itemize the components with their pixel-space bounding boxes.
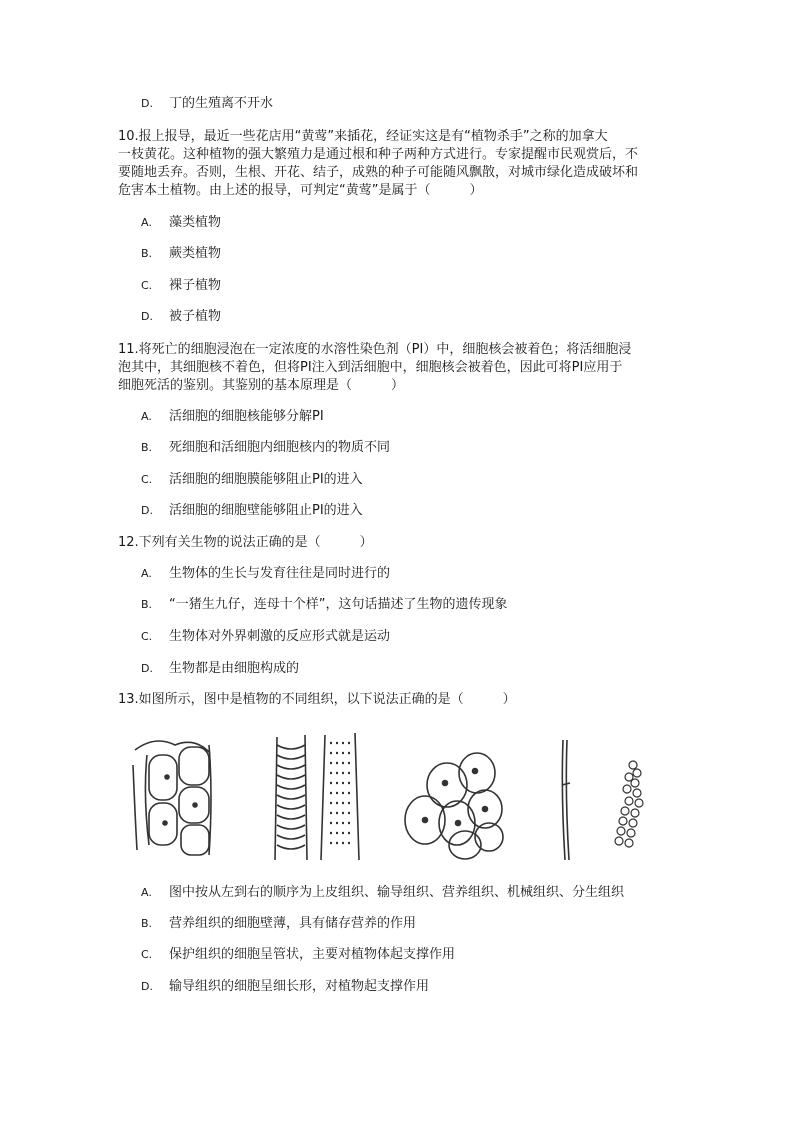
q10-option-c: C. 裸子植物 bbox=[141, 278, 222, 293]
q10-stem-line-1: 10.报上报导，最近一些花店用“黄莺”来插花，经证实这是有“植物杀手”之称的加拿大 bbox=[118, 129, 608, 144]
tissue-1-epidermal-cells bbox=[133, 741, 211, 855]
prev-option-d: D. 丁的生殖离不开水 bbox=[141, 96, 274, 111]
q10-stem-line-2: 一枝黄花。这种植物的强大繁殖力是通过根和种子两种方式进行。专家提醒市民观赏后，不 bbox=[118, 147, 639, 162]
q13-option-d: D. 输导组织的细胞呈细长形，对植物起支撑作用 bbox=[141, 979, 430, 994]
tissue-3-nutritive-cells bbox=[405, 753, 503, 859]
q11-stem-line-3: 细胞死活的鉴别。其鉴别的基本原理是（ ） bbox=[118, 378, 405, 393]
q10-stem-line-3: 要随地丢弃。否则，生根、开花、结子，成熟的种子可能随风飘散，对城市绿化造成破坏和 bbox=[118, 165, 639, 180]
q12-option-c: C. 生物体对外界刺激的反应形式就是运动 bbox=[141, 629, 391, 644]
tissue-2-conducting-vessels bbox=[275, 733, 359, 860]
q10-stem-line-4: 危害本土植物。由上述的报导，可判定“黄莺”是属于（ ） bbox=[118, 183, 483, 198]
q11-option-a: A. 活细胞的细胞核能够分解PI bbox=[141, 409, 324, 424]
tissue-4-mechanical-fiber bbox=[562, 740, 570, 860]
q10-option-a: A. 藻类植物 bbox=[141, 215, 222, 230]
tissue-5-meristem-cells bbox=[615, 761, 643, 847]
q10-option-b: B. 蕨类植物 bbox=[141, 246, 222, 261]
q11-option-b: B. 死细胞和活细胞内细胞核内的物质不同 bbox=[141, 440, 391, 455]
q13-option-a: A. 图中按从左到右的顺序为上皮组织、输导组织、营养组织、机械组织、分生组织 bbox=[141, 885, 625, 900]
q10-option-d: D. 被子植物 bbox=[141, 309, 222, 324]
q11-option-d: D. 活细胞的细胞壁能够阻止PI的进入 bbox=[141, 503, 363, 518]
q13-option-c: C. 保护组织的细胞呈管状，主要对植物体起支撑作用 bbox=[141, 947, 456, 962]
q12-option-d: D. 生物都是由细胞构成的 bbox=[141, 661, 300, 676]
q13-stem-line-1: 13.如图所示，图中是植物的不同组织，以下说法正确的是（ ） bbox=[118, 692, 516, 707]
q12-option-a: A. 生物体的生长与发育往往是同时进行的 bbox=[141, 566, 391, 581]
q13-option-b: B. 营养组织的细胞壁薄，具有储存营养的作用 bbox=[141, 916, 417, 931]
q12-option-b: B. “一猪生九仔，连母十个样”，这句话描述了生物的遗传现象 bbox=[141, 597, 508, 612]
q12-stem-line-1: 12.下列有关生物的说法正确的是（ ） bbox=[118, 535, 373, 550]
q11-stem-line-2: 泡其中，其细胞核不着色，但将PI注入到活细胞中，细胞核会被着色，因此可将PI应用于 bbox=[118, 360, 623, 375]
q11-stem-line-1: 11.将死亡的细胞浸泡在一定浓度的水溶性染色剂（PI）中，细胞核会被着色；将活细胞浸 bbox=[118, 342, 632, 357]
plant-tissue-figure bbox=[125, 725, 665, 865]
q11-option-c: C. 活细胞的细胞膜能够阻止PI的进入 bbox=[141, 472, 363, 487]
tissue-drawings bbox=[125, 725, 665, 865]
